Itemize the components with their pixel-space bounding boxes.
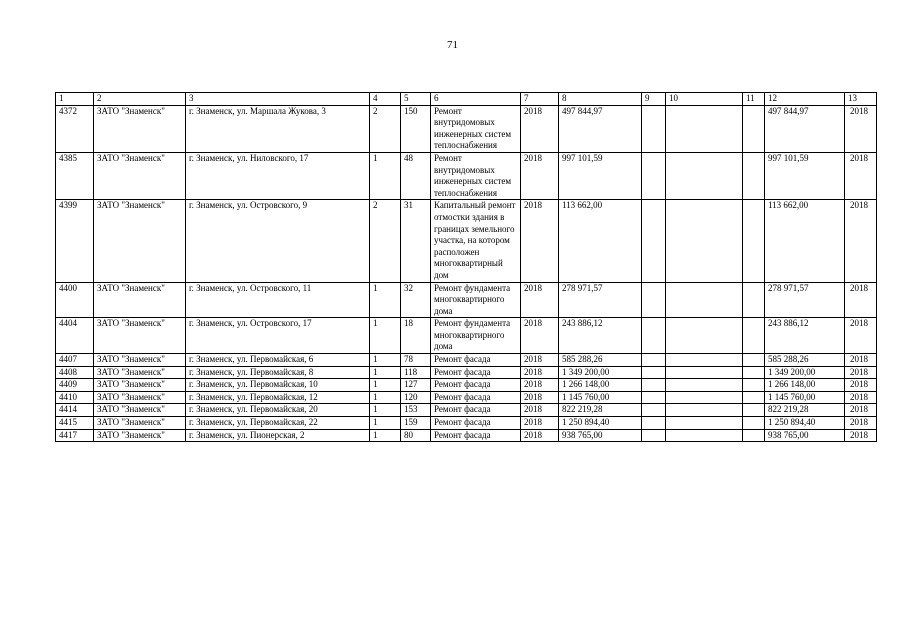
column-header-5: 5: [401, 93, 431, 106]
table-cell-col-7: 2018: [521, 354, 559, 367]
column-header-7: 7: [521, 93, 559, 106]
table-cell-col-5: 31: [401, 200, 431, 282]
table-cell-col-5: 120: [401, 391, 431, 404]
column-header-9: 9: [642, 93, 666, 106]
table-cell-col-3: г. Знаменск, ул. Первомайская, 10: [186, 379, 370, 392]
table-cell-col-2: ЗАТО "Знаменск": [94, 282, 186, 318]
table-cell-col-12: 822 219,28: [765, 404, 845, 417]
table-row: [56, 417, 877, 430]
table-cell-col-9: [642, 366, 666, 379]
table-cell-col-12: 1 266 148,00: [765, 379, 845, 392]
table-cell-col-1: 4410: [56, 391, 94, 404]
table-cell-col-3: г. Знаменск, ул. Островского, 11: [186, 282, 370, 318]
table-cell-col-1: 4407: [56, 354, 94, 367]
table-cell-col-5: 48: [401, 152, 431, 199]
column-header-11: 11: [743, 93, 765, 106]
table-cell-col-6: Ремонт фасада: [431, 354, 521, 367]
table-cell-col-13: 2018: [845, 391, 877, 404]
table-cell-col-8: 497 844,97: [559, 105, 642, 152]
table-cell-col-12: 113 662,00: [765, 200, 845, 282]
table-cell-col-12: 1 145 760,00: [765, 391, 845, 404]
table-cell-col-10: [666, 354, 743, 367]
table-cell-col-4: 1: [370, 417, 401, 430]
table-cell-col-13: 2018: [845, 200, 877, 282]
table-cell-col-7: 2018: [521, 200, 559, 282]
table-cell-col-13: 2018: [845, 354, 877, 367]
table-cell-col-13: 2018: [845, 282, 877, 318]
table-header: [56, 93, 877, 106]
table-cell-col-8: 585 288,26: [559, 354, 642, 367]
table-cell-col-5: 78: [401, 354, 431, 367]
table-cell-col-10: [666, 200, 743, 282]
table-cell-col-13: 2018: [845, 429, 877, 442]
column-header-12: 12: [765, 93, 845, 106]
table-cell-col-9: [642, 429, 666, 442]
column-header-10: 10: [666, 93, 743, 106]
table-cell-col-9: [642, 282, 666, 318]
table-cell-col-4: 1: [370, 391, 401, 404]
table-cell-col-5: 127: [401, 379, 431, 392]
table-cell-col-12: 497 844,97: [765, 105, 845, 152]
table-cell-col-11: [743, 379, 765, 392]
column-header-4: 4: [370, 93, 401, 106]
table-cell-col-3: г. Знаменск, ул. Маршала Жукова, 3: [186, 105, 370, 152]
table-cell-col-5: 18: [401, 318, 431, 354]
table-cell-col-6: Ремонт фасада: [431, 379, 521, 392]
table-cell-col-3: г. Знаменск, ул. Первомайская, 6: [186, 354, 370, 367]
table-cell-col-3: г. Знаменск, ул. Первомайская, 20: [186, 404, 370, 417]
table-cell-col-3: г. Знаменск, ул. Первомайская, 12: [186, 391, 370, 404]
table-cell-col-4: 2: [370, 200, 401, 282]
table-cell-col-1: 4415: [56, 417, 94, 430]
table-cell-col-6: Ремонт фасада: [431, 366, 521, 379]
table-cell-col-9: [642, 152, 666, 199]
table-cell-col-3: г. Знаменск, ул. Первомайская, 22: [186, 417, 370, 430]
table-cell-col-13: 2018: [845, 379, 877, 392]
table-cell-col-9: [642, 391, 666, 404]
table-cell-col-4: 1: [370, 429, 401, 442]
table-cell-col-8: 278 971,57: [559, 282, 642, 318]
table-cell-col-1: 4409: [56, 379, 94, 392]
table-cell-col-6: Капитальный ремонт отмостки здания в границах земельного участка, на котором расположен многоквартирный дом: [431, 200, 521, 282]
table-cell-col-1: 4414: [56, 404, 94, 417]
table-cell-col-10: [666, 404, 743, 417]
table-row: [56, 391, 877, 404]
table-cell-col-1: 4385: [56, 152, 94, 199]
table-cell-col-12: 585 288,26: [765, 354, 845, 367]
table-cell-col-2: ЗАТО "Знаменск": [94, 417, 186, 430]
table-row: [56, 318, 877, 354]
column-header-1: 1: [56, 93, 94, 106]
table-cell-col-11: [743, 105, 765, 152]
table-cell-col-4: 1: [370, 318, 401, 354]
table-cell-col-3: г. Знаменск, ул. Островского, 17: [186, 318, 370, 354]
table-cell-col-2: ЗАТО "Знаменск": [94, 318, 186, 354]
table-cell-col-10: [666, 105, 743, 152]
table-cell-col-5: 32: [401, 282, 431, 318]
table-row: [56, 354, 877, 367]
data-table: [55, 92, 877, 442]
table-cell-col-2: ЗАТО "Знаменск": [94, 200, 186, 282]
table-cell-col-7: 2018: [521, 404, 559, 417]
table-cell-col-7: 2018: [521, 318, 559, 354]
table-cell-col-10: [666, 429, 743, 442]
table-cell-col-11: [743, 404, 765, 417]
table-cell-col-7: 2018: [521, 417, 559, 430]
table-cell-col-10: [666, 318, 743, 354]
table-cell-col-9: [642, 404, 666, 417]
column-header-8: 8: [559, 93, 642, 106]
table-cell-col-12: 243 886,12: [765, 318, 845, 354]
table-row: [56, 152, 877, 199]
table-cell-col-4: 1: [370, 282, 401, 318]
table-cell-col-11: [743, 366, 765, 379]
table-cell-col-4: 1: [370, 152, 401, 199]
table-cell-col-7: 2018: [521, 152, 559, 199]
table-row: [56, 379, 877, 392]
table-cell-col-5: 80: [401, 429, 431, 442]
table-cell-col-1: 4408: [56, 366, 94, 379]
table-cell-col-2: ЗАТО "Знаменск": [94, 379, 186, 392]
table-row: [56, 366, 877, 379]
table-body: [56, 105, 877, 442]
table-cell-col-11: [743, 417, 765, 430]
table-cell-col-8: 938 765,00: [559, 429, 642, 442]
table-cell-col-8: 997 101,59: [559, 152, 642, 199]
table-cell-col-12: 1 349 200,00: [765, 366, 845, 379]
table-cell-col-13: 2018: [845, 318, 877, 354]
table-cell-col-6: Ремонт фасада: [431, 417, 521, 430]
table-cell-col-4: 1: [370, 354, 401, 367]
table-cell-col-2: ЗАТО "Знаменск": [94, 391, 186, 404]
table-row: [56, 200, 877, 282]
table-cell-col-6: Ремонт фундамента многоквартирного дома: [431, 282, 521, 318]
table-cell-col-7: 2018: [521, 282, 559, 318]
table-cell-col-1: 4399: [56, 200, 94, 282]
table-cell-col-9: [642, 105, 666, 152]
table-cell-col-4: 1: [370, 404, 401, 417]
table-cell-col-5: 159: [401, 417, 431, 430]
table-cell-col-2: ЗАТО "Знаменск": [94, 354, 186, 367]
table-cell-col-13: 2018: [845, 105, 877, 152]
table-cell-col-12: 1 250 894,40: [765, 417, 845, 430]
table-cell-col-2: ЗАТО "Знаменск": [94, 404, 186, 417]
header-row: [56, 93, 877, 106]
table-cell-col-7: 2018: [521, 105, 559, 152]
table-cell-col-11: [743, 282, 765, 318]
table-cell-col-3: г. Знаменск, ул. Островского, 9: [186, 200, 370, 282]
table-cell-col-4: 2: [370, 105, 401, 152]
table-cell-col-11: [743, 200, 765, 282]
column-header-2: 2: [94, 93, 186, 106]
table-row: [56, 429, 877, 442]
table-cell-col-13: 2018: [845, 417, 877, 430]
table-cell-col-3: г. Знаменск, ул. Ниловского, 17: [186, 152, 370, 199]
table-cell-col-8: 1 349 200,00: [559, 366, 642, 379]
table-cell-col-11: [743, 354, 765, 367]
table-cell-col-9: [642, 354, 666, 367]
table-cell-col-12: 278 971,57: [765, 282, 845, 318]
table-cell-col-8: 1 145 760,00: [559, 391, 642, 404]
table-cell-col-10: [666, 379, 743, 392]
table-cell-col-11: [743, 429, 765, 442]
table-cell-col-6: Ремонт фасада: [431, 429, 521, 442]
table-cell-col-6: Ремонт фундамента многоквартирного дома: [431, 318, 521, 354]
table-cell-col-6: Ремонт внутридомовых инженерных систем теплоснабжения: [431, 152, 521, 199]
table-cell-col-9: [642, 379, 666, 392]
table-cell-col-12: 997 101,59: [765, 152, 845, 199]
table-cell-col-7: 2018: [521, 391, 559, 404]
table-cell-col-6: Ремонт фасада: [431, 391, 521, 404]
table-cell-col-10: [666, 152, 743, 199]
table-cell-col-3: г. Знаменск, ул. Первомайская, 8: [186, 366, 370, 379]
table-cell-col-1: 4372: [56, 105, 94, 152]
page-number: 71: [447, 39, 458, 51]
table-cell-col-6: Ремонт фасада: [431, 404, 521, 417]
table-cell-col-8: 113 662,00: [559, 200, 642, 282]
table-cell-col-8: 1 250 894,40: [559, 417, 642, 430]
table-cell-col-10: [666, 391, 743, 404]
column-header-13: 13: [845, 93, 877, 106]
table-cell-col-5: 150: [401, 105, 431, 152]
table-cell-col-4: 1: [370, 379, 401, 392]
table-cell-col-8: 243 886,12: [559, 318, 642, 354]
table-cell-col-13: 2018: [845, 152, 877, 199]
table-cell-col-3: г. Знаменск, ул. Пионерская, 2: [186, 429, 370, 442]
table-cell-col-4: 1: [370, 366, 401, 379]
table-cell-col-6: Ремонт внутридомовых инженерных систем теплоснабжения: [431, 105, 521, 152]
table-row: [56, 404, 877, 417]
table-cell-col-10: [666, 366, 743, 379]
column-header-6: 6: [431, 93, 521, 106]
table-cell-col-2: ЗАТО "Знаменск": [94, 152, 186, 199]
table-cell-col-1: 4404: [56, 318, 94, 354]
table-cell-col-5: 153: [401, 404, 431, 417]
table-cell-col-13: 2018: [845, 404, 877, 417]
table-cell-col-9: [642, 318, 666, 354]
table-cell-col-1: 4417: [56, 429, 94, 442]
table-cell-col-9: [642, 417, 666, 430]
table-cell-col-2: ЗАТО "Знаменск": [94, 429, 186, 442]
table-row: [56, 282, 877, 318]
table-cell-col-13: 2018: [845, 366, 877, 379]
column-header-3: 3: [186, 93, 370, 106]
table-row: [56, 105, 877, 152]
table-cell-col-2: ЗАТО "Знаменск": [94, 366, 186, 379]
table-cell-col-7: 2018: [521, 379, 559, 392]
table-cell-col-9: [642, 200, 666, 282]
table-cell-col-11: [743, 318, 765, 354]
table-cell-col-11: [743, 152, 765, 199]
table-cell-col-7: 2018: [521, 429, 559, 442]
table-cell-col-11: [743, 391, 765, 404]
table-cell-col-8: 822 219,28: [559, 404, 642, 417]
table-cell-col-10: [666, 282, 743, 318]
table-cell-col-1: 4400: [56, 282, 94, 318]
table-cell-col-8: 1 266 148,00: [559, 379, 642, 392]
table-cell-col-12: 938 765,00: [765, 429, 845, 442]
table-cell-col-2: ЗАТО "Знаменск": [94, 105, 186, 152]
table-cell-col-7: 2018: [521, 366, 559, 379]
table-cell-col-10: [666, 417, 743, 430]
table-cell-col-5: 118: [401, 366, 431, 379]
